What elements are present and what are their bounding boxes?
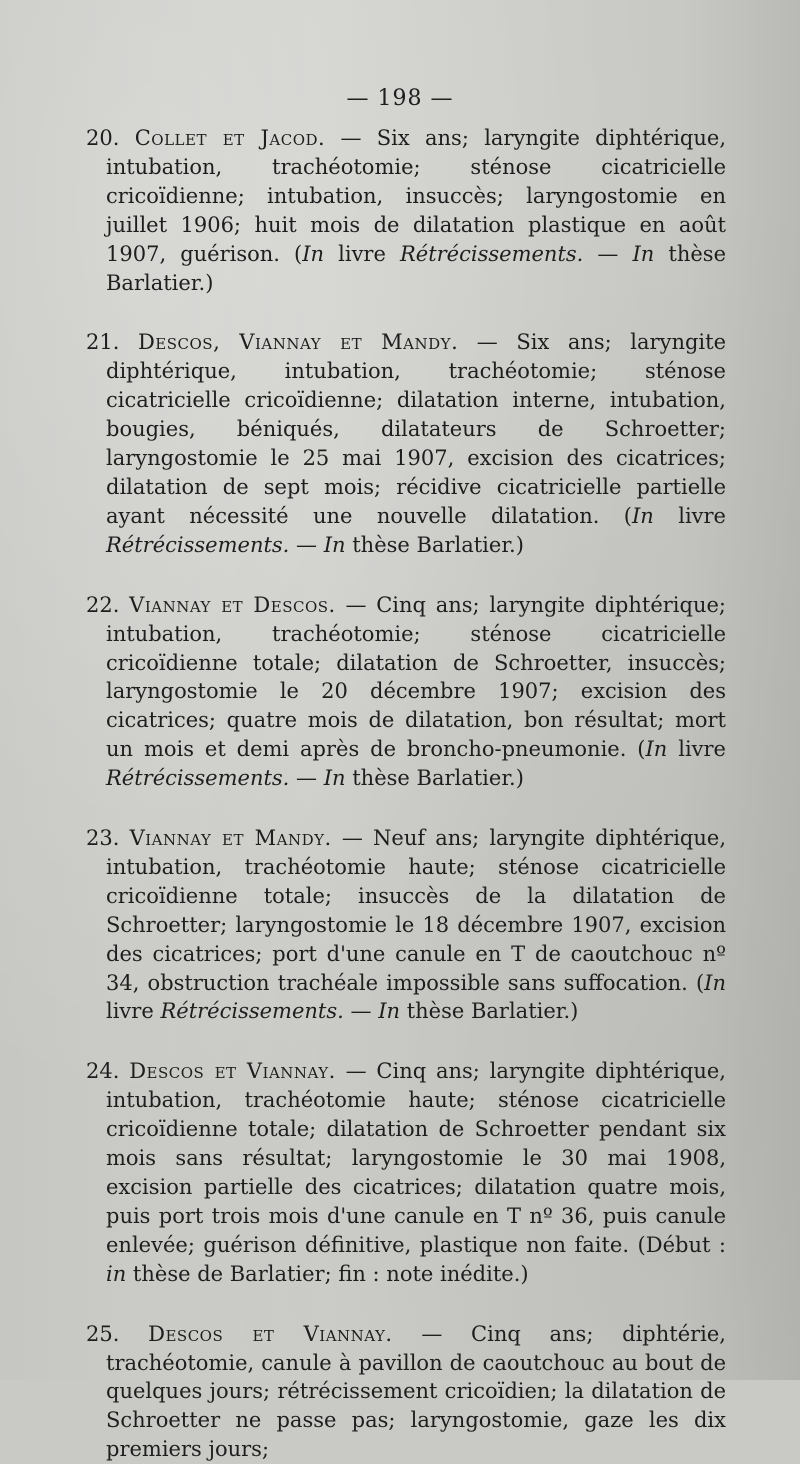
case-text: — Cinq ans; laryngite diphtérique; intubation, trachéotomie; sténose cicatricielle cricoïdienne totale; dilatation de Schroetter, insuccès; laryngostomie le 20 décembre 1907; excision des cicatrices; quatre mois de dilatation, bon résultat; mort un mois et demi après de broncho-pneumonie. ( [106, 592, 726, 762]
case-text: livre [653, 503, 726, 528]
case-text: thèse Barlatier.) [106, 241, 726, 295]
case-entry [86, 591, 726, 793]
case-ref: In [323, 532, 346, 557]
case-authors: Viannay et Mandy. [129, 826, 332, 851]
case-text: — Neuf ans; laryngite diphtérique, intubation, trachéotomie haute; sténose cicatricielle cricoïdienne totale; insuccès de la dilatation de Schroetter; laryngostomie le 18 décembre 1907, excision des cicatrices; port d'une canule en T de caoutchouc nº 34, obstruction trachéale impossible sans suffocation. ( [106, 826, 726, 995]
case-authors: Descos et Viannay. [148, 1321, 393, 1346]
case-ref: In [645, 737, 668, 762]
case-ref: in [106, 1261, 127, 1286]
case-text: livre [324, 241, 400, 266]
case-authors: Descos et Viannay. [129, 1059, 336, 1084]
case-text: thèse de Barlatier; fin : note inédite.) [126, 1261, 529, 1286]
case-text: — [289, 766, 324, 791]
case-ref: In [632, 241, 655, 266]
case-text: — Cinq ans; diphtérie, trachéotomie, canule à pavillon de caoutchouc au bout de quelques jours; rétrécissement cricoïdien; la dilatation de Schroetter ne passe pas; laryngostomie, gaze les dix premiers jours; [106, 1321, 726, 1462]
case-number: 24. [86, 1059, 120, 1084]
case-ref: In [704, 970, 726, 995]
case-text: thèse Barlatier.) [345, 532, 524, 557]
case-entry [86, 124, 726, 297]
case-entry [86, 1057, 726, 1288]
case-authors: Descos, Viannay et Mandy. [137, 330, 459, 355]
case-text: livre [106, 999, 161, 1024]
case-number: 20. [86, 126, 120, 150]
case-entry [86, 824, 726, 1026]
case-entry [86, 1320, 726, 1464]
case-text: — [343, 999, 379, 1024]
case-text: — Cinq ans; laryngite diphtérique, intubation, trachéotomie haute; sténose cicatricielle cricoïdienne totale; dilatation de Schroetter pendant six mois sans résultat; laryngostomie le 30 mai 1908, excision partielle des cicatrices; dilatation quatre mois, puis port trois mois d'une canule en T nº 36, puis canule enlevée; guérison définitive, plastique non faite. (Début : [106, 1059, 726, 1257]
case-ref: In [632, 503, 654, 528]
page-number: — 198 — [346, 86, 454, 111]
case-ref: In [378, 999, 401, 1024]
case-ref: In [302, 241, 325, 266]
case-authors: Collet et Jacod. [134, 126, 326, 150]
case-authors: Viannay et Descos. [129, 592, 336, 617]
case-ref: Rétrécissements. [399, 241, 584, 266]
case-text: — [583, 241, 633, 266]
case-entry [86, 328, 726, 559]
case-ref: Rétrécissements. [106, 766, 290, 791]
case-text: thèse Barlatier.) [345, 766, 524, 791]
case-list [86, 124, 726, 1464]
case-ref: In [323, 766, 346, 791]
case-text: — Six ans; laryngite diphtérique, intubation, trachéotomie; sténose cicatricielle cricoïdienne; dilatation interne, intubation, bougies, béniqués, dilatateurs de Schroetter; laryngostomie le 25 mai 1907, excision des cicatrices; dilatation de sept mois; récidive cicatricielle partielle ayant nécessité une nouvelle dilatation. ( [106, 330, 726, 528]
case-number: 22. [86, 592, 120, 617]
case-text: livre [667, 737, 726, 762]
case-number: 25. [86, 1321, 120, 1346]
case-number: 23. [86, 826, 120, 851]
case-ref: Rétrécissements. [160, 999, 344, 1024]
case-text: — Six ans; laryngite diphtérique, intubation, trachéotomie; sténose cicatricielle cricoïdienne; intubation, insuccès; laryngostomie en juillet 1906; huit mois de dilatation plastique en août 1907, guérison. ( [106, 126, 726, 266]
case-text: — [289, 532, 324, 557]
case-text: thèse Barlatier.) [400, 999, 579, 1024]
case-number: 21. [86, 330, 120, 355]
case-ref: Rétrécissements. [106, 532, 290, 557]
